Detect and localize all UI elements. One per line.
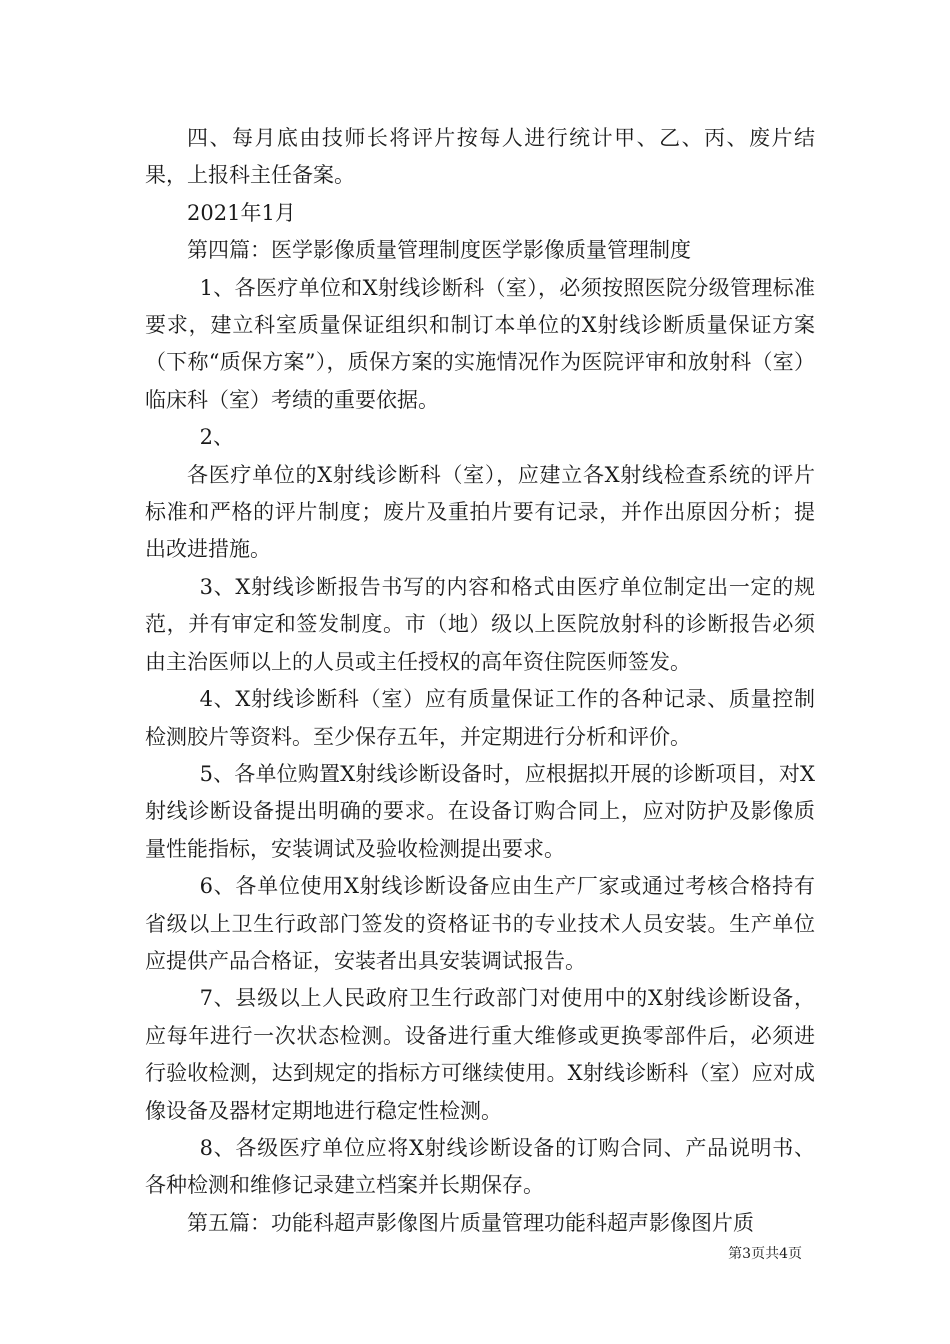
page-footer <box>0 1244 950 1264</box>
paragraph-item-2: 各医疗单位的X射线诊断科（室），应建立各X射线检查系统的评片标准和严格的评片制度；废片及重拍片要有记录，并作出原因分析；提出改进措施。 <box>145 462 815 562</box>
document-body <box>145 120 815 1242</box>
paragraph-item-1: 1、各医疗单位和X射线诊断科（室），必须按照医院分级管理标准要求，建立科室质量保证组织和制订本单位的X射线诊断质量保证方案（下称“质保方案”），质保方案的实施情况作为医院评审和放射科（室）临床科（室）考绩的重要依据。 <box>145 275 815 412</box>
heading-part-4: 第四篇：医学影像质量管理制度医学影像质量管理制度 <box>187 238 691 263</box>
paragraph-item-2-number: 2、 <box>199 425 234 450</box>
page-number: 第3页共4页 <box>728 1246 802 1262</box>
paragraph-section-4: 四、每月底由技师长将评片按每人进行统计甲、乙、丙、废片结果，上报科主任备案。 <box>145 126 815 188</box>
paragraph-date: 2021年1月 <box>187 200 296 225</box>
paragraph-item-6: 6、各单位使用X射线诊断设备应由生产厂家或通过考核合格持有省级以上卫生行政部门签发的资格证书的专业技术人员安装。生产单位应提供产品合格证，安装者出具安装调试报告。 <box>145 874 815 973</box>
paragraph-item-7: 7、县级以上人民政府卫生行政部门对使用中的X射线诊断设备，应每年进行一次状态检测。设备进行重大维修或更换零部件后，必须进行验收检测，达到规定的指标方可继续使用。X射线诊断科（室）应对成像设备及器材定期地进行稳定性检测。 <box>145 986 815 1123</box>
paragraph-item-8: 8、各级医疗单位应将X射线诊断设备的订购合同、产品说明书、各种检测和维修记录建立档案并长期保存。 <box>145 1135 815 1198</box>
paragraph-item-3: 3、X射线诊断报告书写的内容和格式由医疗单位制定出一定的规范，并有审定和签发制度。市（地）级以上医院放射科的诊断报告必须由主治医师以上的人员或主任授权的高年资住院医师签发。 <box>145 574 815 674</box>
heading-part-5: 第五篇：功能科超声影像图片质量管理功能科超声影像图片质 <box>187 1210 754 1235</box>
paragraph-item-5: 5、各单位购置X射线诊断设备时，应根据拟开展的诊断项目，对X射线诊断设备提出明确的要求。在设备订购合同上，应对防护及影像质量性能指标，安装调试及验收检测提出要求。 <box>145 761 815 861</box>
paragraph-item-4: 4、X射线诊断科（室）应有质量保证工作的各种记录、质量控制检测胶片等资料。至少保存五年，并定期进行分析和评价。 <box>145 687 815 749</box>
